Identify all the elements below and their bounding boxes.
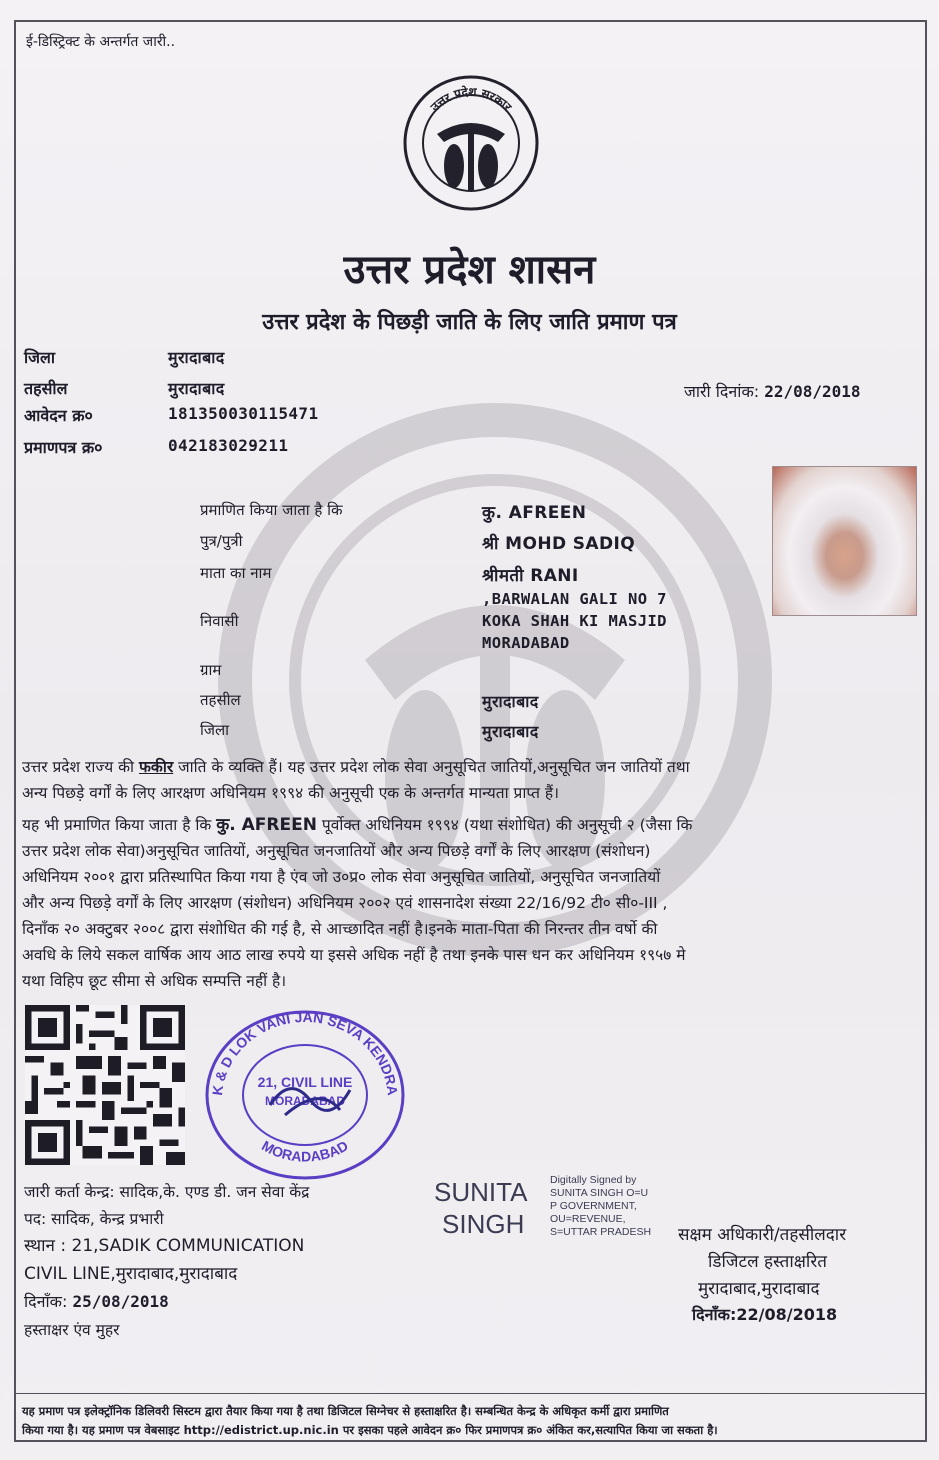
income-applicant-name: कु. AFREEN [216,815,317,835]
income-paragraph-line-7: यथा विहिप छूट सीमा से अधिक सम्पत्ति नहीं है। [22,972,287,990]
footer-note [22,1402,922,1440]
border-bottom [14,1440,927,1442]
issuer-sign-label: हस्ताक्षर एंव मुहर [24,1321,120,1339]
income-paragraph-line-5: दिनाँक २० अक्टुबर २००८ द्वारा संशोधित की गई है, से आच्छादित नहीं है।इनके माता-पिता की निरन्तर तीन वर्षो की [22,920,658,938]
footer-divider [14,1393,927,1394]
issue-date-label: जारी दिनांक: [684,382,760,401]
caste-post: जाति के व्यक्ति हैं। यह उत्तर प्रदेश लोक सेवा अनुसूचित जातियों,अनुसूचित जन जातियों तथा [173,758,690,776]
svg-text:उत्तर प्रदेश सरकार [427,85,515,115]
top-note: ई-डिस्ट्रिक्ट के अन्तर्गत जारी.. [26,34,176,50]
authority-title: सक्षम अधिकारी/तहसीलदार [678,1225,847,1245]
authority-location: मुरादाबाद,मुरादाबाद [698,1279,820,1299]
income-paragraph-line-1 [22,812,920,838]
district-label: जिला [24,348,56,367]
certificate-subtitle: उत्तर प्रदेश के पिछड़ी जाति के लिए जाति प्रमाण पत्र [262,310,677,335]
signature-name-line-2: SINGH [442,1209,525,1239]
caste-pre: उत्तर प्रदेश राज्य की [22,758,139,776]
certificate-no-value: 042183029211 [168,436,289,455]
applicant-photo [772,466,917,616]
qr-code [22,1005,188,1165]
income-paragraph-line-3: अधिनियम २००१ द्वारा प्रतिस्थापित किया गया है एंव जो उ०प्र० लोक सेवा अनुसूचित जातियों, अनुसूचित जनजातियों [22,868,661,886]
address-line-2: KOKA SHAH KI MASJID [482,612,667,630]
digital-signature-name [434,1176,527,1240]
signature-detail-line-3: P GOVERNMENT, [550,1200,637,1212]
district-value: मुरादाबाद [168,348,225,367]
mother-label: माता का नाम [200,564,272,582]
mother-value: श्रीमती RANI [482,566,579,586]
seal-center-line-2: MORADABAD [265,1094,345,1108]
caste-paragraph [22,754,920,806]
emblem-text: उत्तर प्रदेश सरकार [427,84,515,115]
issuer-date-value: 25/08/2018 [72,1292,169,1311]
seal-ring-bottom: MORADABAD [259,1137,351,1165]
footer-line-2: किया गया है। यह प्रमाण पत्र वेबसाइट http://edistrict.up.nic.in पर इसका पहले आवेदन क्र० फिर प्रमाणपत्र क्र० अंकित कर,सत्यापित किया जा सकता है। [22,1423,718,1437]
signature-detail-line-4: OU=REVENUE, [550,1213,626,1225]
seal-stamp-icon [200,1005,410,1180]
signature-name-line-1: SUNITA [434,1177,528,1207]
detail-district-value: मुरादाबाद [482,722,539,741]
signature-detail-line-5: S=UTTAR PRADESH [550,1226,652,1238]
issuer-date [24,1290,169,1312]
authority-date: दिनाँक:22/08/2018 [692,1305,838,1324]
income-paragraph-line-2: उत्तर प्रदेश लोक सेवा)अनुसूचित जातियों, अनुसूचित जनजातियों और अन्य पिछड़े वर्गों के लिए आरक्षण (संशोधन) [22,842,651,860]
income-paragraph-line-4: और अन्य पिछड़े वर्गों के लिए आरक्षण (संशोधन) अधिनियम २००२ एवं शासनादेश संख्या 22/16/92 टी० सी०-III , [22,894,668,912]
income-pre: यह भी प्रमाणित किया जाता है कि [22,816,217,834]
border-top [14,20,925,22]
income-paragraph-line-6: अवधि के लिये सकल वार्षिक आय आठ लाख रुपये या इससे अधिक नहीं है तथा इनके पास धन कर अधिनियम १९५७ मे [22,946,686,964]
border-right [925,20,927,1440]
footer-line-1: यह प्रमाण पत्र इलेक्ट्रॉनिक डिलिवरी सिस्टम द्वारा तैयार किया गया है तथा डिजिटल सिग्नेचर से हस्ताक्षरित है। सम्बन्धित केन्द्र के अधिकृत कर्मी द्वारा प्रमाणित [22,1404,669,1418]
issuer-place-line-2: CIVIL LINE,मुरादाबाद,मुरादाबाद [24,1264,238,1284]
tehsil-label: तहसील [24,379,68,398]
digital-signature-detail [550,1174,651,1239]
page-title: उत्तर प्रदेश शासन [343,246,596,293]
resident-label: निवासी [200,612,239,630]
parent-label: पुत्र/पुत्री [200,532,243,550]
caste-paragraph-line-1 [22,754,920,780]
income-paragraph [22,812,920,994]
seal-center-line-1: 21, CIVIL LINE [257,1074,353,1090]
application-no-label: आवेदन क्र० [24,406,93,425]
seal-ring-top: K & D LOK VANI JAN SEVA KENDRA [209,1008,401,1097]
detail-tehsil-label: तहसील [200,691,241,709]
detail-tehsil-value: मुरादाबाद [482,692,539,711]
certify-label: प्रमाणित किया जाता है कि [200,501,343,519]
address-line-3: MORADABAD [482,634,570,652]
issue-date-value: 22/08/2018 [764,382,861,401]
signature-detail-line-2: SUNITA SINGH O=U [550,1187,649,1199]
detail-district-label: जिला [200,721,230,739]
issuer-post: पद: सादिक, केन्द्र प्रभारी [24,1210,164,1228]
signature-detail-line-1: Digitally Signed by [550,1174,637,1186]
caste-name: फकीर [138,758,174,776]
caste-paragraph-line-2: अन्य पिछड़े वर्गों के लिए आरक्षण अधिनियम १९९४ की अनुसूची एक के अन्तर्गत मान्यता प्राप्त हैं। [22,784,559,802]
issuer-place-line-1: स्थान : 21,SADIK COMMUNICATION [24,1236,305,1256]
income-post: पूर्वोक्त अधिनियम १९९४ (यथा संशोधित) की अनुसूची २ (जैसा कि [316,816,693,834]
applicant-name: कु. AFREEN [482,503,587,523]
village-label: ग्राम [200,661,222,679]
svg-text:MORADABAD [259,1137,351,1164]
issue-date [684,380,861,402]
authority-digital-signed: डिजिटल हस्ताक्षरित [708,1252,827,1272]
address-line-1: ,BARWALAN GALI NO 7 [482,590,667,608]
issuer-date-label: दिनाँक: [24,1292,68,1311]
tehsil-value: मुरादाबाद [168,379,225,398]
parent-value: श्री MOHD SADIQ [482,534,636,554]
up-government-emblem-icon [402,74,540,212]
border-left [14,20,16,1440]
application-no-value: 181350030115471 [168,404,319,423]
issuing-centre: जारी कर्ता केन्द्र: सादिक,के. एण्ड डी. जन सेवा केंद्र [24,1183,310,1201]
certificate-no-label: प्रमाणपत्र क्र० [24,438,103,457]
